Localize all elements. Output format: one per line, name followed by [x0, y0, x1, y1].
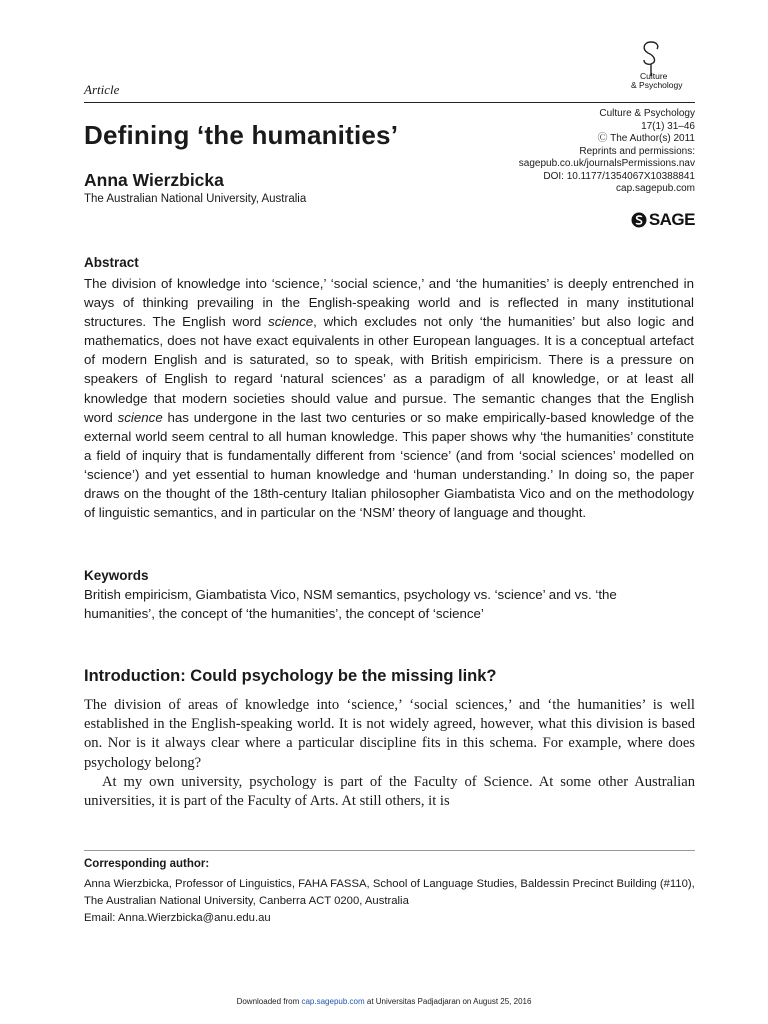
publication-meta — [519, 108, 695, 196]
footnote-rule — [84, 850, 695, 851]
introduction-body — [84, 696, 695, 811]
sage-s-icon — [631, 212, 647, 228]
abstract-text-part-2: , which excludes not only ‘the humanities’ but also logic and mathematics, does not have exact equivalents in other European languages. It is a conceptual artefact of modern English and is saturated, so to speak, with British empiricism. There is a pressure on speakers of English to regard ‘natural sciences’ as a paradigm of all knowledge, or at least all knowledge that modern societies should value and pursue. The semantic changes that the English word — [84, 314, 695, 425]
article-title: Defining ‘the humanities’ — [84, 120, 399, 150]
meta-copyright: Ⓒ The Author(s) 2011 — [597, 133, 695, 144]
download-footer-suffix: at Universitas Padjadjaran on August 25, 2016 — [364, 997, 532, 1006]
corresponding-author-address: Anna Wierzbicka, Professor of Linguistics, FAHA FASSA, School of Language Studies, Baldessin Precinct Building (#110), The Australian National University, Canberra ACT 0200, Australia — [84, 878, 695, 907]
abstract-emphasis-2: science — [117, 409, 163, 425]
download-footer-prefix: Downloaded from — [236, 997, 302, 1006]
abstract-text-part-1: The division of knowledge into ‘science,’ ‘social science,’ and ‘the humanities’ is deeply entrenched in ways of thinking prevailing in the English-speaking world and is reflected in many institutional structures. The English word — [84, 276, 694, 330]
introduction-paragraph-1: The division of areas of knowledge into ‘science,’ ‘social sciences,’ and ‘the humanities’ is well established in the English-speaking world. It is not widely agreed, however, what this division is based on. Nor is it always clear where a particular discipline fits in this schema. For example, where does psychology belong? — [84, 697, 695, 771]
author-affiliation: The Australian National University, Australia — [84, 193, 307, 205]
meta-reprints-url[interactable]: sagepub.co.uk/journalsPermissions.nav — [518, 158, 695, 169]
corresponding-author-details — [84, 876, 696, 927]
meta-journal: Culture & Psychology — [599, 108, 695, 119]
meta-volume: 17(1) 31–46 — [641, 120, 695, 132]
corresponding-author-email[interactable]: Email: Anna.Wierzbicka@anu.edu.au — [84, 912, 271, 924]
meta-reprints: Reprints and permissions: — [579, 145, 695, 157]
meta-doi[interactable]: DOI: 10.1177/1354067X10388841 — [543, 170, 695, 182]
corresponding-author-heading: Corresponding author: — [84, 858, 210, 870]
introduction-paragraph-2: At my own university, psychology is part of the Faculty of Science. At some other Australian universities, it is part of the Faculty of Arts. At still others, it is — [84, 773, 695, 810]
meta-site[interactable]: cap.sagepub.com — [616, 183, 695, 194]
abstract-text — [84, 274, 694, 522]
introduction-heading: Introduction: Could psychology be the missing link? — [84, 667, 497, 685]
keywords-heading: Keywords — [84, 568, 149, 583]
journal-logo-line2: & Psychology — [631, 80, 683, 90]
keywords-text: British empiricism, Giambatista Vico, NSM semantics, psychology vs. ‘science’ and vs. ‘the humanities’, the concept of ‘the humanities’, the concept of ‘science’ — [84, 587, 617, 622]
abstract-text-part-3: has undergone in the last two centuries or so make empirically-based knowledge of the external world seem central to all human knowledge. This paper shows why ‘the humanities’ constitute a field of inquiry that is fundamentally different from ‘science’ (and from ‘social sciences’ modelled on ‘science’) and yet essential to human knowledge and ‘human understanding.’ In doing so, the paper draws on the thought of the 18th-century Italian philosopher Giambatista Vico and on the methodology of linguistic semantics, and in particular on the ‘NSM’ theory of language and thought. — [84, 409, 694, 521]
journal-logo-line1: Culture — [640, 71, 668, 81]
abstract-heading: Abstract — [84, 255, 139, 270]
download-footer-link[interactable]: cap.sagepub.com — [301, 997, 365, 1006]
author-name: Anna Wierzbicka — [84, 170, 224, 190]
download-footer — [0, 997, 768, 1006]
publisher-name: SAGE — [648, 210, 695, 229]
header-rule — [84, 102, 695, 103]
journal-logo — [630, 40, 700, 95]
abstract-emphasis-1: science — [268, 314, 314, 330]
article-type-label: Article — [84, 82, 120, 97]
publisher-logo — [631, 210, 695, 230]
